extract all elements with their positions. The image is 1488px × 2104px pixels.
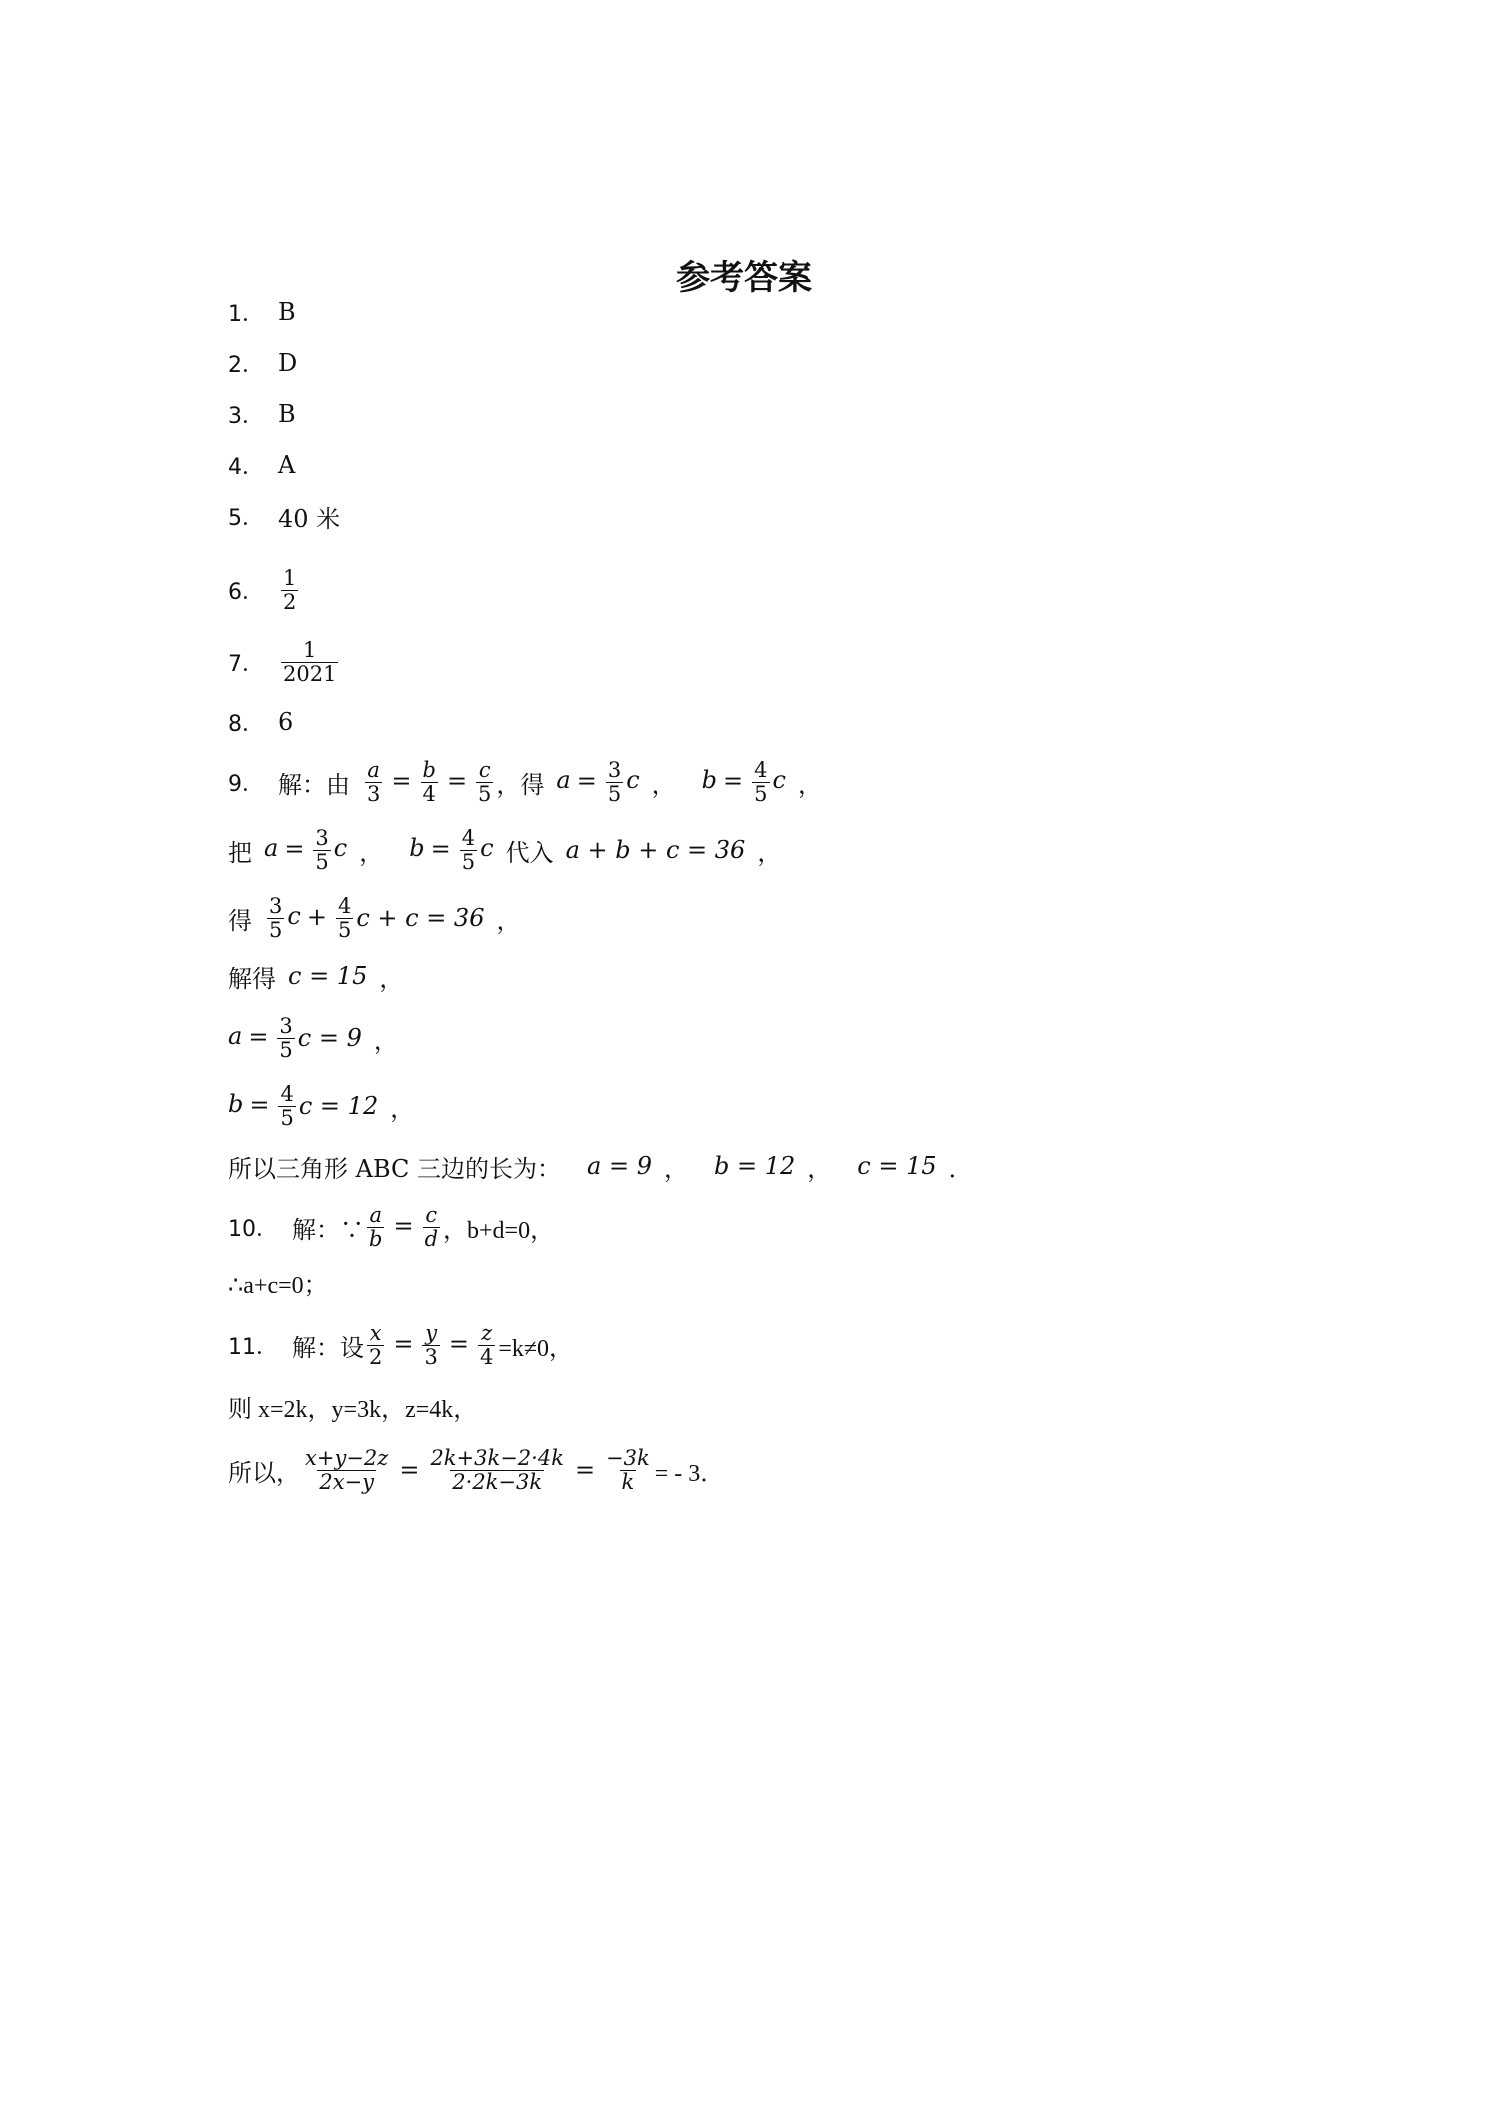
math-expression: $\frac{a}{b}$ = $\frac{c}{d}$ xyxy=(369,1203,439,1251)
answer-5 xyxy=(228,496,340,536)
answer-number: 4． xyxy=(228,454,264,480)
q10-text: ，b+d=0， xyxy=(443,1217,555,1244)
q9-text: 解得 xyxy=(228,964,276,993)
fraction-numerator: 2k+3k−2·4k xyxy=(430,1446,564,1471)
q9-text: 所以三角形 ABC 三边的长为： xyxy=(228,1154,562,1183)
q11-text: 解：设 xyxy=(292,1333,364,1362)
answer-fraction xyxy=(281,639,338,684)
comma: ， xyxy=(359,838,384,867)
q9-text: ，得 xyxy=(496,770,545,799)
q9-line-3 xyxy=(228,894,521,942)
fraction xyxy=(303,1447,390,1492)
math-expression: $\frac{3}{5}$ c + $\frac{4}{5}$ xyxy=(269,894,352,942)
answer-number: 8． xyxy=(228,711,264,737)
answer-number: 1． xyxy=(228,301,264,327)
comma: ， xyxy=(496,906,521,935)
math-expression: b = $\frac{4}{5}$ c xyxy=(409,826,494,874)
page-title: 参考答案 xyxy=(676,258,812,298)
math-expression: c = 9 xyxy=(297,1024,362,1052)
fraction-numerator: 1 xyxy=(303,638,317,663)
answer-number: 2． xyxy=(228,352,264,378)
math-expression: a + b + c = 36 xyxy=(565,836,746,864)
math-expression: $\frac{x}{2}$ = $\frac{y}{3}$ = $\frac{z}{4}$ xyxy=(369,1321,494,1369)
comma: ， xyxy=(390,1094,415,1123)
q11-line-2: 则 x=2k，y=3k，z=4k， xyxy=(228,1396,478,1423)
fraction-numerator: x+y−2z xyxy=(305,1446,389,1471)
q10-text: 解：∵ xyxy=(292,1215,364,1244)
answer-1 xyxy=(228,292,296,332)
comma: ， xyxy=(807,1154,832,1183)
math-expression: c = 15 xyxy=(857,1152,937,1180)
fraction xyxy=(428,1447,566,1492)
q10-line-1 xyxy=(228,1203,555,1251)
answer-value: 40 米 xyxy=(278,504,341,533)
answer-2 xyxy=(228,343,297,383)
answer-7 xyxy=(228,638,341,686)
math-expression: c = 12 xyxy=(298,1092,379,1120)
q10-line-2: ∴a+c=0； xyxy=(228,1272,328,1299)
math-expression: a = 9 xyxy=(587,1152,652,1180)
q9-line-5 xyxy=(228,1014,398,1062)
answer-number: 3． xyxy=(228,403,264,429)
fraction-denominator: 2021 xyxy=(283,661,337,686)
answer-value: B xyxy=(278,298,296,326)
q11-text: =k≠0， xyxy=(498,1335,574,1362)
q9-text: 解：由 xyxy=(278,770,350,799)
answer-value: 6 xyxy=(278,708,294,736)
math-expression: c = 15 xyxy=(288,962,368,990)
q9-text: 得 xyxy=(228,906,252,935)
answer-value: A xyxy=(278,451,296,479)
comma: ， xyxy=(379,964,404,993)
fraction-denominator: 2·2k−3k xyxy=(452,1469,543,1494)
q9-line-1 xyxy=(228,758,822,806)
fraction-denominator: k xyxy=(621,1469,635,1494)
q9-line-7 xyxy=(228,1146,973,1186)
math-expression: $\frac{a}{3}$ = $\frac{b}{4}$ = $\frac{c}{5}$ xyxy=(367,758,492,806)
answer-4 xyxy=(228,445,295,485)
answer-number: 11． xyxy=(228,1334,278,1360)
answer-number: 9． xyxy=(228,771,264,797)
math-expression: a = $\frac{3}{5}$ c xyxy=(556,758,640,806)
answer-value: D xyxy=(278,349,298,377)
math-expression: a = $\frac{3}{5}$ c xyxy=(264,826,348,874)
comma: ， xyxy=(757,838,782,867)
q11-text: 所以， xyxy=(228,1458,300,1487)
math-expression: b = 12 xyxy=(714,1152,796,1180)
answer-number: 6． xyxy=(228,579,264,605)
answer-number: 5． xyxy=(228,505,264,531)
answer-3 xyxy=(228,394,296,434)
answer-8 xyxy=(228,702,293,742)
math-expression: b = $\frac{4}{5}$ c xyxy=(701,758,786,806)
fraction-numerator: −3k xyxy=(606,1446,650,1471)
q9-line-4 xyxy=(228,956,403,996)
answer-number: 10． xyxy=(228,1216,278,1242)
math-expression: c + c = 36 xyxy=(356,904,485,932)
comma: ， xyxy=(664,1154,688,1183)
answer-value: B xyxy=(278,400,296,428)
answer-fraction xyxy=(281,567,298,612)
answer-6 xyxy=(228,566,301,614)
comma: ， xyxy=(651,770,676,799)
q9-text: 把 xyxy=(228,838,252,867)
fraction xyxy=(604,1447,652,1492)
result: = - 3． xyxy=(654,1460,725,1487)
fraction-denominator: 2x−y xyxy=(319,1469,374,1494)
q11-line-3: 所以， $\frac{x+y-2z}{2x-y}$ = $\frac{2k+3k-2\cdot 4k}{2\cdot 2k-3k}$ = $\frac{-3k}{k}$ = - 3． xyxy=(228,1446,725,1494)
period: ． xyxy=(948,1154,973,1183)
comma: ， xyxy=(373,1026,398,1055)
fraction-numerator: 1 xyxy=(283,566,297,591)
q11-line-1 xyxy=(228,1321,574,1369)
math-expression: b = $\frac{4}{5}$ xyxy=(228,1082,294,1130)
fraction-denominator: 2 xyxy=(283,589,297,614)
q9-text: 代入 xyxy=(505,838,554,867)
answer-number: 7． xyxy=(228,651,264,677)
comma: ， xyxy=(797,770,822,799)
math-expression: a = $\frac{3}{5}$ xyxy=(228,1014,293,1062)
q9-line-2 xyxy=(228,826,782,874)
q9-line-6 xyxy=(228,1082,415,1130)
